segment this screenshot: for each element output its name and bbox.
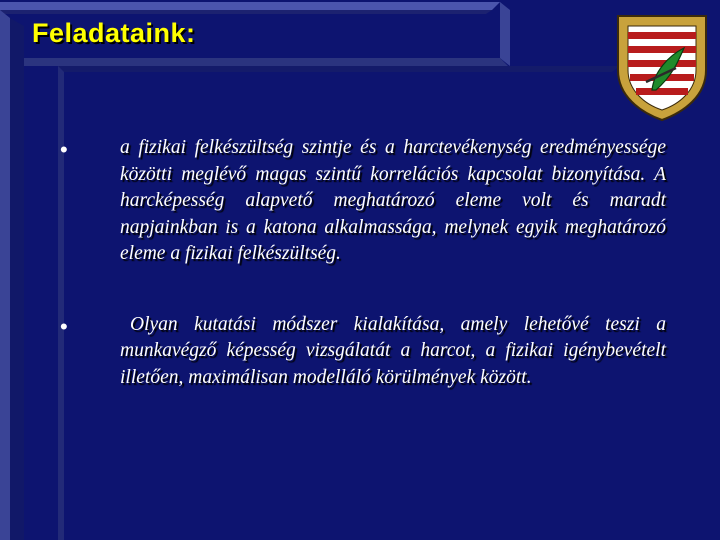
university-crest-icon: [612, 12, 712, 122]
bullet-list: [60, 135, 666, 435]
bullet-marker: •: [60, 137, 68, 162]
list-item: [60, 135, 666, 268]
bullet-text: Olyan kutatási módszer kialakítása, amely lehetővé teszi a munkavégző képesség vizsgálatát a harcot, a fizikai igénybevételt illetően, maximálisan modelláló körülmények között.: [120, 313, 666, 388]
bullet-marker: •: [60, 313, 68, 339]
bullet-text: a fizikai felkészültség szintje és a harctevékenység eredményessége közötti meglévő magas szintű korrelációs kapcsolat bizonyítása. A harcképesség alapvető meghatározó eleme volt és maradt napjainkban is a katona alkalmassága, melynek egyik meghatározó eleme a fizikai felkészültség.: [120, 137, 666, 264]
slide-title: Feladataink:: [32, 18, 196, 48]
list-item: [60, 312, 666, 392]
